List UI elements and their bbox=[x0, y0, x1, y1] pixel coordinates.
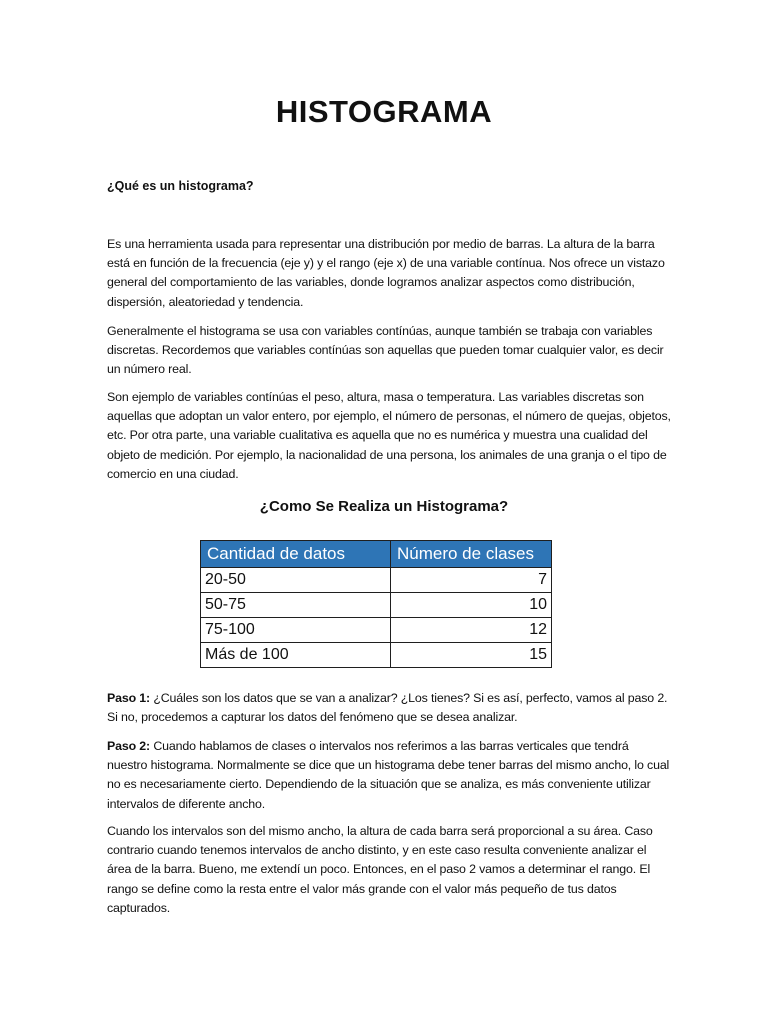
paragraph-paso-1 bbox=[107, 689, 672, 727]
table-row bbox=[201, 643, 552, 668]
header-cantidad-datos: Cantidad de datos bbox=[201, 541, 391, 568]
paso-1-text: ¿Cuáles son los datos que se van a analizar? ¿Los tienes? Si es así, perfecto, vamos al paso 2. Si no, procedemos a capturar los datos del fenómeno que se desea analizar. bbox=[107, 691, 668, 725]
cell-range: Más de 100 bbox=[201, 643, 391, 668]
cell-range: 75-100 bbox=[201, 618, 391, 643]
paragraph-variable-examples: Son ejemplo de variables contínúas el peso, altura, masa o temperatura. Las variables discretas son aquellas que adoptan un valor entero, por ejemplo, el número de personas, el número de quejas, objetos, etc. Por otra parte, una variable cualitativa es aquella que no es numérica y muestra una cualidad del objeto de medición. Por ejemplo, la nacionalidad de una persona, los animales de una granja o el tipo de comercio en una ciudad. bbox=[107, 390, 671, 481]
paso-1-label: Paso 1: bbox=[107, 691, 151, 705]
cell-classes: 10 bbox=[391, 593, 552, 618]
cell-classes: 7 bbox=[391, 568, 552, 593]
paragraph-intervals: Cuando los intervalos son del mismo ancho, la altura de cada barra será proporcional a su área. Caso contrario cuando tenemos intervalos de ancho distinto, y en este caso resulta conveniente analizar el área de la barra. Bueno, me extendí un poco. Entonces, en el paso 2 vamos a determinar el rango. El rango se define como la resta entre el valor más grande con el valor más pequeño de tus datos capturados. bbox=[107, 824, 653, 915]
cell-classes: 12 bbox=[391, 618, 552, 643]
page-title: HISTOGRAMA bbox=[275, 94, 493, 129]
paragraph-variables-continuous: Generalmente el histograma se usa con variables contínúas, aunque también se trabaja con variables discretas. Recordemos que variables contínúas son aquellas que pueden tomar cualquier valor, es decir un número real. bbox=[107, 324, 664, 377]
table-row bbox=[201, 593, 552, 618]
paragraph-paso-2 bbox=[107, 737, 672, 814]
question-heading: ¿Qué es un histograma? bbox=[107, 179, 254, 193]
cell-range: 50-75 bbox=[201, 593, 391, 618]
table-row bbox=[201, 568, 552, 593]
paso-2-text: Cuando hablamos de clases o intervalos nos referimos a las barras verticales que tendrá nuestro histograma. Normalmente se dice que un histograma debe tener barras del mismo ancho, lo cual no es necesariamente cierto. Dependiendo de la situación que se analiza, es más conveniente utilizar intervalos de diferente ancho. bbox=[107, 739, 670, 811]
cell-classes: 15 bbox=[391, 643, 552, 668]
table-header-row bbox=[201, 541, 552, 568]
cell-range: 20-50 bbox=[201, 568, 391, 593]
classes-table bbox=[200, 540, 552, 668]
paragraph-definition: Es una herramienta usada para representar una distribución por medio de barras. La altura de la barra está en función de la frecuencia (eje y) y el rango (eje x) de una variable contínua. Nos ofrece un vistazo general del comportamiento de las variables, donde logramos analizar aspectos como distribución, dispersión, aleatoriedad y tendencia. bbox=[107, 237, 665, 309]
header-numero-clases: Número de clases bbox=[391, 541, 552, 568]
table-row bbox=[201, 618, 552, 643]
section-title: ¿Como Se Realiza un Histograma? bbox=[259, 498, 509, 515]
paso-2-label: Paso 2: bbox=[107, 739, 151, 753]
